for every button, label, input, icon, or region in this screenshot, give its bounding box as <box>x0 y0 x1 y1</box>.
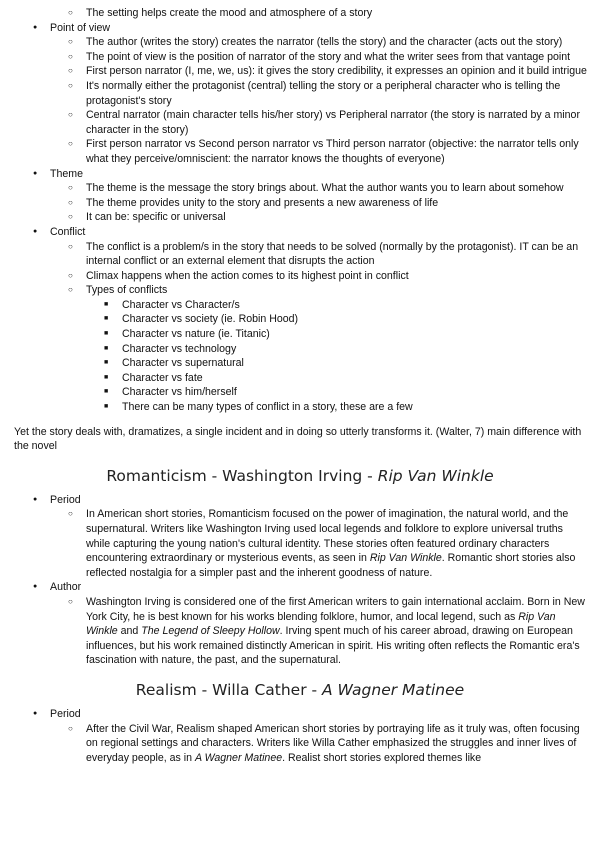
section-heading-romanticism: Romanticism - Washington Irving - Rip Van Winkle <box>106 466 494 485</box>
section-label-conflict: ● Conflict <box>0 225 600 240</box>
list-item: ■ Character vs fate <box>0 371 600 386</box>
list-item: ■ Character vs technology <box>0 342 600 357</box>
list-item <box>0 6 600 21</box>
list-item: ○ First person narrator vs Second person narrator vs Third person narrator (objective: the narrator tells only what they perceive/omniscient: the narrator knows the thoughts of everyone) <box>0 137 600 166</box>
realism-period-list <box>0 722 600 766</box>
list-item: ■ Character vs nature (ie. Titanic) <box>0 327 600 342</box>
point-of-view-section <box>0 21 600 36</box>
conflict-types-list <box>0 298 600 415</box>
section-label-point-of-view: ● Point of view <box>0 21 600 36</box>
list-item: ○ The point of view is the position of narrator of the story and what the writer sees from that vantage point <box>0 50 600 65</box>
romanticism-author <box>0 580 600 595</box>
list-item: ■ Character vs Character/s <box>0 298 600 313</box>
list-item: ○ Washington Irving is considered one of the first American writers to gain international acclaim. Born in New York City, he is best known for his works blending folklore, humor, and local legend, such as Rip Van Winkle and The Legend of Sleepy Hollow. Irving spent much of his career abroad, drawing on European influences, but his work remained distinctly American in spirit. His writing often reflects the Romantic era's fascination with nature, the past, and the supernatural. <box>0 595 600 668</box>
list-item: ○ In American short stories, Romanticism focused on the power of imagination, the natural world, and the supernatural. Writers like Washington Irving used local legends and folklore to explore universal truths while capturing the young nation's cultural identity. These stories often featured ordinary characters encountering extraordinary or mysterious events, as seen in Rip Van Winkle. Romantic short stories also reflected nostalgia for a simpler past and the inherent goodness of nature. <box>0 507 600 580</box>
list-item: ○ After the Civil War, Realism shaped American short stories by portraying life as it truly was, often focusing on regional settings and characters. Writers like Willa Cather emphasized the struggles and inner lives of everyday people, as in A Wagner Matinee. Realist short stories explored themes like <box>0 722 600 766</box>
list-item: ○ It can be: specific or universal <box>0 210 600 225</box>
list-item: ■ Character vs supernatural <box>0 356 600 371</box>
list-item: ■ Character vs society (ie. Robin Hood) <box>0 312 600 327</box>
list-item: ■ Character vs him/herself <box>0 385 600 400</box>
conflict-section <box>0 225 600 240</box>
realism-list <box>0 707 600 722</box>
section-heading-realism: Realism - Willa Cather - A Wagner Matinee <box>135 680 465 699</box>
list-item: ○ The author (writes the story) creates the narrator (tells the story) and the character (acts out the story) <box>0 35 600 50</box>
list-item: ■ There can be many types of conflict in a story, these are a few <box>0 400 600 415</box>
list-item: ○ The theme provides unity to the story and presents a new awareness of life <box>0 196 600 211</box>
romanticism-period-list <box>0 507 600 580</box>
list-item-text: The setting helps create the mood and atmosphere of a story <box>86 7 373 19</box>
list-item: ○ It's normally either the protagonist (central) telling the story or a peripheral character who is telling the protagonist's story <box>0 79 600 108</box>
quote-paragraph: Yet the story deals with, dramatizes, a single incident and in doing so utterly transforms it. (Walter, 7) main difference with the novel <box>14 425 582 453</box>
section-label-author: ● Author <box>0 580 600 595</box>
list-item: ○ The theme is the message the story brings about. What the author wants you to learn about somehow <box>0 181 600 196</box>
list-item: ○ Central narrator (main character tells his/her story) vs Peripheral narrator (the story is narrated by a minor character in the story) <box>0 108 600 137</box>
list-item: ○ First person narrator (I, me, we, us): it gives the story credibility, it expresses an opinion and it build intrigue <box>0 64 600 79</box>
point-of-view-list <box>0 35 600 166</box>
section-label-period: ● Period <box>0 707 600 722</box>
section-label-period: ● Period <box>0 493 600 508</box>
conflict-list <box>0 240 600 298</box>
list-item: ○ The conflict is a problem/s in the story that needs to be solved (normally by the protagonist). IT can be an internal conflict or an external element that disrupts the action <box>0 240 600 269</box>
romanticism-author-list <box>0 595 600 668</box>
list-item: ○ Climax happens when the action comes to its highest point in conflict <box>0 269 600 284</box>
theme-list <box>0 181 600 225</box>
section-label-theme: ● Theme <box>0 167 600 182</box>
top-sublist <box>0 6 600 21</box>
romanticism-list <box>0 493 600 508</box>
theme-section <box>0 167 600 182</box>
list-item: ○ Types of conflicts <box>0 283 600 298</box>
